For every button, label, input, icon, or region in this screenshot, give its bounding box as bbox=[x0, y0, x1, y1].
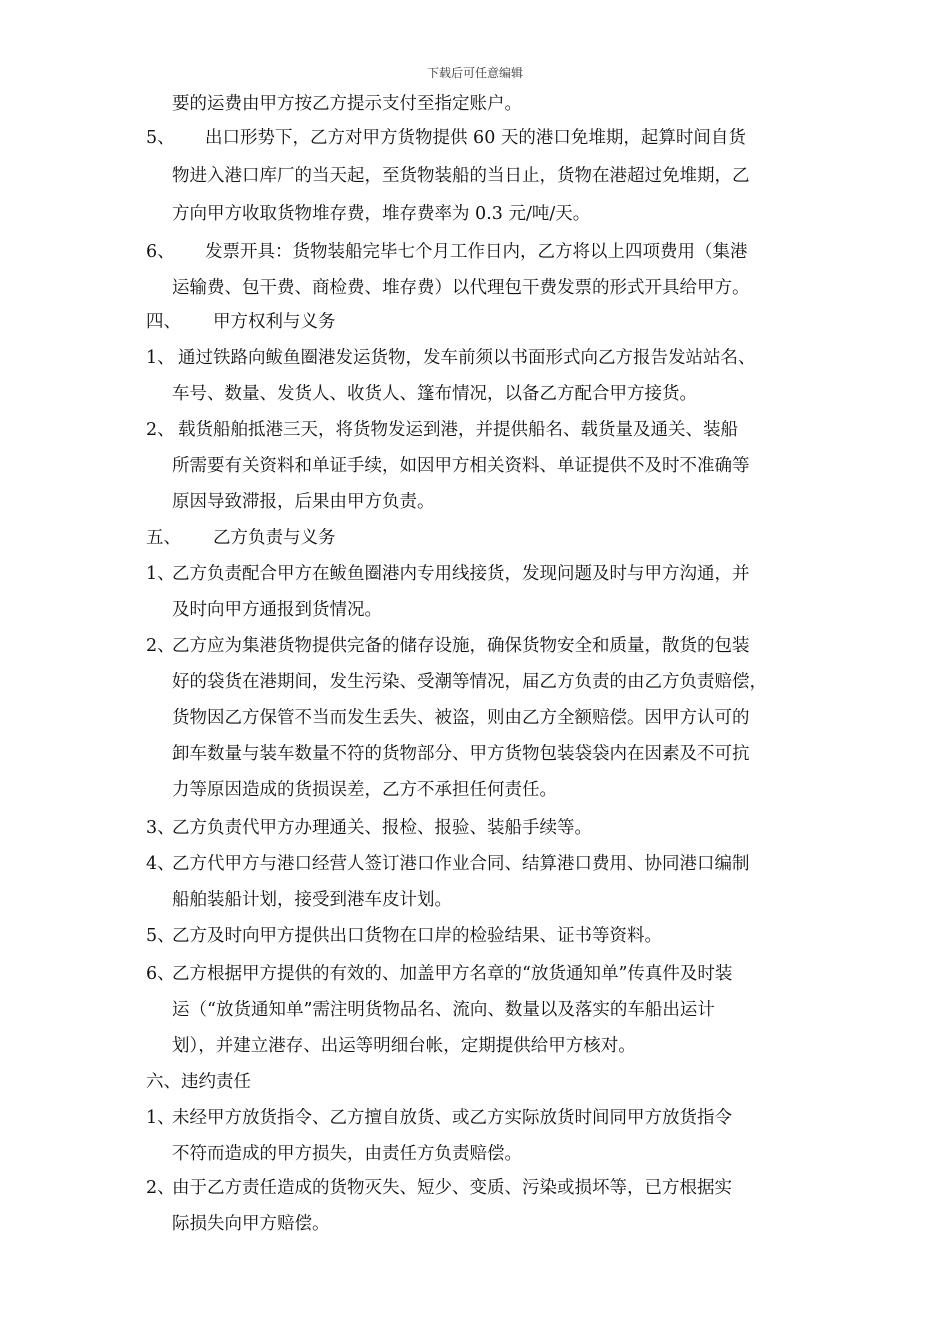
line-text: 货物因乙方保管不当而发生丢失、被盗，则由乙方全额赔偿。因甲方认可的 bbox=[172, 708, 750, 728]
item-number: 四、 bbox=[146, 312, 181, 332]
item-number: 2、 bbox=[146, 1178, 175, 1198]
line-text: 原因导致滞报，后果由甲方负责。 bbox=[172, 492, 435, 512]
line-text: 乙方负责配合甲方在鲅鱼圈港内专用线接货，发现问题及时与甲方沟通，并 bbox=[172, 564, 750, 584]
line-text: 力等原因造成的货损误差，乙方不承担任何责任。 bbox=[172, 780, 557, 800]
item-number: 4、 bbox=[146, 854, 175, 874]
line-text: 乙方根据甲方提供的有效的、加盖甲方名章的“放货通知单”传真件及时装 bbox=[172, 964, 733, 984]
line-text: 方向甲方收取货物堆存费，堆存费率为 0.3 元/吨/天。 bbox=[172, 204, 591, 224]
line-text: 要的运费由甲方按乙方提示支付至指定账户。 bbox=[172, 94, 522, 114]
item-number: 2、 bbox=[146, 636, 175, 656]
item-number: 五、 bbox=[146, 528, 181, 548]
line-text: 卸车数量与装车数量不符的货物部分、甲方货物包装袋袋内在因素及不可抗 bbox=[172, 744, 750, 764]
item-number: 5、 bbox=[146, 926, 175, 946]
line-text: 六、违约责任 bbox=[146, 1072, 251, 1092]
item-number: 1、 bbox=[146, 564, 175, 584]
line-text: 所需要有关资料和单证手续，如因甲方相关资料、单证提供不及时不准确等 bbox=[172, 456, 750, 476]
line-text: 乙方代甲方与港口经营人签订港口作业合同、结算港口费用、协同港口编制 bbox=[172, 854, 750, 874]
line-text: 乙方负责与义务 bbox=[213, 528, 336, 548]
line-text: 载货船舶抵港三天，将货物发运到港，并提供船名、载货量及通关、装船 bbox=[178, 420, 738, 440]
item-number: 6、 bbox=[146, 242, 175, 262]
line-text: 未经甲方放货指令、乙方擅自放货、或乙方实际放货时间同甲方放货指令 bbox=[172, 1108, 732, 1128]
item-number: 3、 bbox=[146, 818, 175, 838]
line-text: 及时向甲方通报到货情况。 bbox=[172, 600, 382, 620]
line-text: 出口形势下，乙方对甲方货物提供 60 天的港口免堆期，起算时间自货 bbox=[205, 128, 746, 148]
item-number: 1、 bbox=[146, 348, 175, 368]
line-text: 乙方应为集港货物提供完备的储存设施，确保货物安全和质量，散货的包装 bbox=[172, 636, 750, 656]
line-text: 运（“放货通知单”需注明货物品名、流向、数量以及落实的车船出运计 bbox=[172, 1000, 715, 1020]
line-text: 划），并建立港存、出运等明细台帐，定期提供给甲方核对。 bbox=[172, 1036, 636, 1056]
item-number: 2、 bbox=[146, 420, 175, 440]
line-text: 物进入港口库厂的当天起，至货物装船的当日止，货物在港超过免堆期，乙 bbox=[172, 166, 750, 186]
item-number: 1、 bbox=[146, 1108, 175, 1128]
line-text: 通过铁路向鲅鱼圈港发运货物，发车前须以书面形式向乙方报告发站站名、 bbox=[178, 348, 756, 368]
line-text: 车号、数量、发货人、收货人、篷布情况，以备乙方配合甲方接货。 bbox=[172, 384, 697, 404]
line-text: 运输费、包干费、商检费、堆存费）以代理包干费发票的形式开具给甲方。 bbox=[172, 278, 750, 298]
line-text: 甲方权利与义务 bbox=[213, 312, 336, 332]
page-header: 下载后可任意编辑 bbox=[426, 66, 523, 80]
item-number: 6、 bbox=[146, 964, 175, 984]
item-number: 5、 bbox=[146, 128, 175, 148]
line-text: 发票开具：货物装船完毕七个月工作日内，乙方将以上四项费用（集港 bbox=[205, 242, 748, 262]
line-text: 好的袋货在港期间，发生污染、受潮等情况，届乙方负责的由乙方负责赔偿， bbox=[172, 672, 767, 692]
line-text: 乙方及时向甲方提供出口货物在口岸的检验结果、证书等资料。 bbox=[172, 926, 662, 946]
line-text: 船舶装船计划，接受到港车皮计划。 bbox=[172, 890, 452, 910]
line-text: 由于乙方责任造成的货物灭失、短少、变质、污染或损坏等，已方根据实 bbox=[172, 1178, 732, 1198]
line-text: 际损失向甲方赔偿。 bbox=[172, 1214, 330, 1234]
line-text: 不符而造成的甲方损失，由责任方负责赔偿。 bbox=[172, 1144, 522, 1164]
line-text: 乙方负责代甲方办理通关、报检、报验、装船手续等。 bbox=[172, 818, 592, 838]
